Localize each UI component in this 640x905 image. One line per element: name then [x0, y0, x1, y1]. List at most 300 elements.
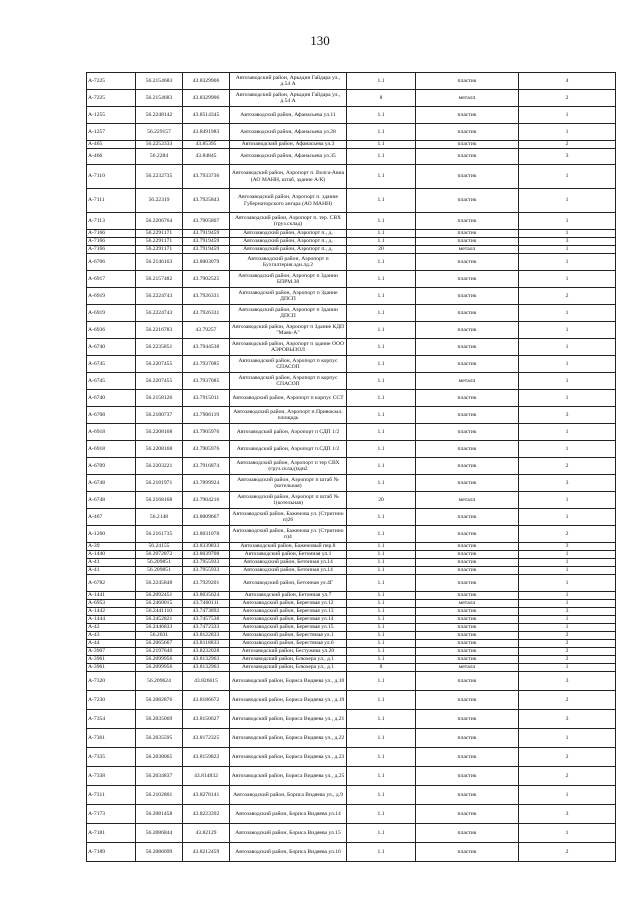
longitude-cell: 43.8118833	[183, 640, 230, 648]
longitude-cell: 43.8278141	[183, 786, 230, 805]
latitude-cell: 56.2291171	[136, 246, 183, 254]
volume-cell: 1.1	[347, 672, 416, 691]
object-code-cell: А-7166	[87, 238, 136, 246]
latitude-cell: 56.209851	[136, 559, 183, 567]
longitude-cell: 43.8150627	[183, 710, 230, 729]
count-cell: 1	[519, 246, 616, 254]
material-cell: пластик	[416, 648, 519, 656]
address-cell: Автозаводский район, Бориса Видяева ул., д.21	[230, 710, 347, 729]
address-cell: Автозаводский район, Аэропорт п. Волга-Авиа (АО МАНН, штаб, здание А/К)	[230, 165, 347, 189]
address-cell: Автозаводский район, Аэропорт п тер СВХ (груз.склад)здн2	[230, 458, 347, 475]
address-cell: Автозаводский район, Аэропорт п.Привокзал. площадь	[230, 407, 347, 424]
longitude-cell: 43.8003079	[183, 254, 230, 271]
material-cell: металл	[416, 373, 519, 390]
material-cell: пластик	[416, 141, 519, 149]
address-cell: Автозаводский район, Береговая ул.13	[230, 608, 347, 616]
longitude-cell: 43.7919459	[183, 230, 230, 238]
volume-cell: 1.1	[347, 551, 416, 559]
count-cell: 1	[519, 567, 616, 575]
object-code-cell: А-6919	[87, 288, 136, 305]
count-cell: 1	[519, 424, 616, 441]
table-row	[87, 567, 616, 575]
table-row	[87, 575, 616, 592]
address-cell: Автозаводский район, Бетонная ул.1	[230, 551, 347, 559]
count-cell: 1	[519, 189, 616, 213]
latitude-cell: 56.2245848	[136, 575, 183, 592]
count-cell: 3	[519, 608, 616, 616]
longitude-cell: 43.7460111	[183, 600, 230, 608]
longitude-cell: 43.7937085	[183, 373, 230, 390]
latitude-cell: 56.2154683	[136, 73, 183, 90]
object-code-cell: А-7166	[87, 230, 136, 238]
count-cell: 1	[519, 271, 616, 288]
count-cell: 1	[519, 230, 616, 238]
volume-cell: 1.1	[347, 509, 416, 526]
volume-cell: 8	[347, 664, 416, 672]
material-cell: пластик	[416, 339, 519, 356]
material-cell: пластик	[416, 656, 519, 664]
volume-cell: 1.1	[347, 559, 416, 567]
address-cell: Автозаводский район, Аэропорт п., д.	[230, 230, 347, 238]
material-cell: металл	[416, 492, 519, 509]
material-cell: пластик	[416, 543, 519, 551]
table-row	[87, 288, 616, 305]
longitude-cell: 43.7905976	[183, 424, 230, 441]
table-row	[87, 90, 616, 107]
material-cell: пластик	[416, 748, 519, 767]
material-cell: пластик	[416, 390, 519, 407]
address-cell: Автозаводский район, Бетонная ул.4Г	[230, 575, 347, 592]
longitude-cell: 43.8172325	[183, 729, 230, 748]
table-row	[87, 213, 616, 230]
address-cell: Автозаводский район, Береговая ул.14	[230, 616, 347, 624]
table-row	[87, 424, 616, 441]
longitude-cell: 43.7919459	[183, 246, 230, 254]
material-cell: пластик	[416, 107, 519, 124]
latitude-cell: 56.2207455	[136, 373, 183, 390]
longitude-cell: 43.8212459	[183, 843, 230, 862]
object-code-cell: А-6745	[87, 356, 136, 373]
latitude-cell: 56.24155	[136, 543, 183, 551]
address-cell: Автозаводский район, Аэропорт п корпус СПАСОП	[230, 373, 347, 390]
latitude-cell: 56.2284	[136, 149, 183, 165]
object-code-cell: А-1442	[87, 608, 136, 616]
material-cell: металл	[416, 600, 519, 608]
object-code-cell: А-6917	[87, 271, 136, 288]
latitude-cell: 56.2248142	[136, 107, 183, 124]
longitude-cell: 43.8132963	[183, 656, 230, 664]
count-cell: 2	[519, 748, 616, 767]
material-cell: пластик	[416, 824, 519, 843]
count-cell: 1	[519, 390, 616, 407]
latitude-cell: 56.2224743	[136, 305, 183, 322]
latitude-cell: 56.2035069	[136, 710, 183, 729]
volume-cell: 1.1	[347, 656, 416, 664]
table-row	[87, 492, 616, 509]
material-cell: пластик	[416, 407, 519, 424]
object-code-cell: А-6708	[87, 407, 136, 424]
address-cell: Автозаводский район, Аэропорт п. здание Губернаторского ангара (АО МАНН)	[230, 189, 347, 213]
latitude-cell: 56.2181971	[136, 475, 183, 492]
material-cell: пластик	[416, 567, 519, 575]
volume-cell: 1.1	[347, 149, 416, 165]
object-code-cell: А-1440	[87, 551, 136, 559]
table-row	[87, 786, 616, 805]
volume-cell: 1.1	[347, 567, 416, 575]
volume-cell: 1.1	[347, 124, 416, 141]
address-cell: Автозаводский район, Баженова ул. (Стригино п)4	[230, 526, 347, 543]
table-row	[87, 805, 616, 824]
material-cell: пластик	[416, 672, 519, 691]
volume-cell: 1.1	[347, 107, 416, 124]
address-cell: Автозаводский район, Берестяная ул.1	[230, 632, 347, 640]
longitude-cell: 43.7925843	[183, 189, 230, 213]
address-cell: Автозаводский район, Аэропорт п СДП 1/2	[230, 424, 347, 441]
object-code-cell: А-7230	[87, 691, 136, 710]
material-cell: пластик	[416, 149, 519, 165]
object-code-cell: А-6706	[87, 254, 136, 271]
longitude-cell: 43.8232028	[183, 648, 230, 656]
longitude-cell: 43.7955933	[183, 567, 230, 575]
object-code-cell: А-1255	[87, 107, 136, 124]
longitude-cell: 43.7929201	[183, 575, 230, 592]
count-cell: 2	[519, 767, 616, 786]
count-cell: 1	[519, 165, 616, 189]
volume-cell: 1.1	[347, 624, 416, 632]
object-code-cell: А-39	[87, 543, 136, 551]
material-cell: пластик	[416, 632, 519, 640]
count-cell: 3	[519, 407, 616, 424]
material-cell: пластик	[416, 559, 519, 567]
longitude-cell: 43.826615	[183, 672, 230, 691]
count-cell: 1	[519, 559, 616, 567]
table-row	[87, 230, 616, 238]
count-cell: 1	[519, 592, 616, 600]
object-code-cell: А-7166	[87, 246, 136, 254]
count-cell: 1	[519, 124, 616, 141]
object-code-cell: А-42	[87, 624, 136, 632]
address-cell: Автозаводский район, Бетонная ул.14	[230, 559, 347, 567]
volume-cell: 1.1	[347, 729, 416, 748]
material-cell: металл	[416, 246, 519, 254]
address-cell: Автозаводский район, Аэропорт п., д.	[230, 246, 347, 254]
table-row	[87, 407, 616, 424]
material-cell: пластик	[416, 575, 519, 592]
count-cell: 1	[519, 664, 616, 672]
longitude-cell: 43.8132963	[183, 664, 230, 672]
table-row	[87, 246, 616, 254]
count-cell: 1	[519, 616, 616, 624]
address-cell: Автозаводский район, Баженова ул. (Стригино п)26	[230, 509, 347, 526]
count-cell: 3	[519, 710, 616, 729]
table-row	[87, 441, 616, 458]
longitude-cell: 43.8329906	[183, 90, 230, 107]
object-code-cell: А-7225	[87, 73, 136, 90]
count-cell: 1	[519, 339, 616, 356]
material-cell: пластик	[416, 624, 519, 632]
table-row	[87, 189, 616, 213]
count-cell: 2	[519, 691, 616, 710]
volume-cell: 1.1	[347, 600, 416, 608]
latitude-cell: 56.2224743	[136, 288, 183, 305]
volume-cell: 1.1	[347, 254, 416, 271]
object-code-cell: А-1441	[87, 592, 136, 600]
longitude-cell: 43.8186672	[183, 691, 230, 710]
latitude-cell: 56.2099956	[136, 656, 183, 664]
volume-cell: 1.1	[347, 305, 416, 322]
object-code-cell: А-6918	[87, 441, 136, 458]
longitude-cell: 43.79257	[183, 322, 230, 339]
table-row	[87, 73, 616, 90]
longitude-cell: 43.8031078	[183, 526, 230, 543]
address-cell: Автозаводский район, Бетонная ул.7	[230, 592, 347, 600]
longitude-cell: 43.7906119	[183, 407, 230, 424]
latitude-cell: 56.2038065	[136, 748, 183, 767]
registry-table	[86, 72, 616, 862]
material-cell: пластик	[416, 288, 519, 305]
latitude-cell: 56.2065667	[136, 640, 183, 648]
object-code-cell: А-6748	[87, 475, 136, 492]
count-cell: 1	[519, 624, 616, 632]
longitude-cell: 43.7905807	[183, 213, 230, 230]
address-cell: Автозаводский район, Афанасьева ул.11	[230, 107, 347, 124]
longitude-cell: 43.7473892	[183, 608, 230, 616]
latitude-cell: 56.2035595	[136, 729, 183, 748]
count-cell: 1	[519, 305, 616, 322]
volume-cell: 1.1	[347, 238, 416, 246]
longitude-cell: 43.8039708	[183, 551, 230, 559]
count-cell: 1	[519, 492, 616, 509]
object-code-cell: А-6709	[87, 458, 136, 475]
object-code-cell: А-467	[87, 509, 136, 526]
volume-cell: 1.1	[347, 475, 416, 492]
latitude-cell: 56.22319	[136, 189, 183, 213]
latitude-cell: 56.2180737	[136, 407, 183, 424]
latitude-cell: 56.229157	[136, 124, 183, 141]
longitude-cell: 43.7899924	[183, 475, 230, 492]
volume-cell: 1.1	[347, 824, 416, 843]
object-code-cell: А-6748	[87, 492, 136, 509]
object-code-cell: А-7335	[87, 748, 136, 767]
object-code-cell: А-1260	[87, 526, 136, 543]
material-cell: пластик	[416, 509, 519, 526]
count-cell: 2	[519, 648, 616, 656]
material-cell: пластик	[416, 238, 519, 246]
longitude-cell: 43.8009667	[183, 509, 230, 526]
count-cell: 1	[519, 373, 616, 390]
count-cell: 1	[519, 600, 616, 608]
material-cell: пластик	[416, 608, 519, 616]
address-cell: Автозаводский район, Бориса Видяева ул., д.22	[230, 729, 347, 748]
material-cell: пластик	[416, 640, 519, 648]
count-cell: 1	[519, 254, 616, 271]
object-code-cell: А-6936	[87, 322, 136, 339]
material-cell: пластик	[416, 805, 519, 824]
volume-cell: 1.1	[347, 271, 416, 288]
object-code-cell: А-6740	[87, 339, 136, 356]
table-row	[87, 543, 616, 551]
volume-cell: 1.1	[347, 288, 416, 305]
table-row	[87, 373, 616, 390]
latitude-cell: 56.2157482	[136, 271, 183, 288]
table-row	[87, 124, 616, 141]
count-cell: 2	[519, 141, 616, 149]
table-row	[87, 305, 616, 322]
latitude-cell: 56.2102801	[136, 786, 183, 805]
table-row	[87, 710, 616, 729]
count-cell: 3	[519, 149, 616, 165]
latitude-cell: 56.2446833	[136, 624, 183, 632]
longitude-cell: 43.7937085	[183, 356, 230, 373]
latitude-cell: 56.2146163	[136, 254, 183, 271]
address-cell: Автозаводский район, Баженовый пер.8	[230, 543, 347, 551]
volume-cell: 1.1	[347, 213, 416, 230]
object-code-cell: А-7110	[87, 165, 136, 189]
longitude-cell: 43.8491983	[183, 124, 230, 141]
address-cell: Автозаводский район, Береговая ул.12	[230, 600, 347, 608]
object-code-cell: А-466	[87, 149, 136, 165]
address-cell: Автозаводский район, Аэропорт п., д.	[230, 238, 347, 246]
object-code-cell: А-6918	[87, 424, 136, 441]
volume-cell: 1.1	[347, 322, 416, 339]
address-cell: Автозаводский район, Аэропорт п Здании БПРМ.38	[230, 271, 347, 288]
address-cell: Автозаводский район, Аэропорт п.СДП 1/2	[230, 441, 347, 458]
object-code-cell: А-1444	[87, 616, 136, 624]
longitude-cell: 43.7926331	[183, 305, 230, 322]
longitude-cell: 43.7919459	[183, 238, 230, 246]
table-row	[87, 616, 616, 624]
material-cell: пластик	[416, 691, 519, 710]
count-cell: 2	[519, 288, 616, 305]
object-code-cell: А-1257	[87, 124, 136, 141]
count-cell: 1	[519, 322, 616, 339]
volume-cell: 1.1	[347, 189, 416, 213]
volume-cell: 1.1	[347, 543, 416, 551]
material-cell: пластик	[416, 165, 519, 189]
material-cell: пластик	[416, 767, 519, 786]
count-cell: 3	[519, 543, 616, 551]
material-cell: пластик	[416, 475, 519, 492]
latitude-cell: 56.2441110	[136, 608, 183, 616]
count-cell: 1	[519, 575, 616, 592]
latitude-cell: 56.2099956	[136, 664, 183, 672]
latitude-cell: 56.2291171	[136, 238, 183, 246]
longitude-cell: 43.7457538	[183, 616, 230, 624]
table-row	[87, 149, 616, 165]
volume-cell: 1.1	[347, 843, 416, 862]
table-row	[87, 390, 616, 407]
material-cell: пластик	[416, 729, 519, 748]
object-code-cell: А-3961	[87, 664, 136, 672]
latitude-cell: 56.2208168	[136, 441, 183, 458]
address-cell: Автозаводский район, Аэропорт п штаб № (котельная)	[230, 475, 347, 492]
table-row	[87, 600, 616, 608]
object-code-cell: А-6740	[87, 390, 136, 407]
longitude-cell: 43.7955933	[183, 559, 230, 567]
longitude-cell: 43.8159822	[183, 748, 230, 767]
latitude-cell: 56.2081458	[136, 805, 183, 824]
latitude-cell: 56.2161735	[136, 526, 183, 543]
material-cell: пластик	[416, 124, 519, 141]
longitude-cell: 43.7933736	[183, 165, 230, 189]
volume-cell: 1.1	[347, 356, 416, 373]
address-cell: Автозаводский район, Афанасьева ул.35	[230, 149, 347, 165]
page-number: 130	[310, 33, 330, 48]
object-code-cell: А-6782	[87, 575, 136, 592]
object-code-cell: А-7338	[87, 767, 136, 786]
volume-cell: 1.1	[347, 616, 416, 624]
latitude-cell: 56.2208168	[136, 424, 183, 441]
material-cell: пластик	[416, 305, 519, 322]
count-cell: 2	[519, 90, 616, 107]
count-cell: 1	[519, 786, 616, 805]
volume-cell: 1.1	[347, 390, 416, 407]
address-cell: Автозаводский район, Афанасьева ул.28	[230, 124, 347, 141]
latitude-cell: 56.2232735	[136, 165, 183, 189]
address-cell: Автозаводский район, Аэропорт п. тер. СВХ (груз.склад)	[230, 213, 347, 230]
table-row	[87, 691, 616, 710]
table-row	[87, 238, 616, 246]
material-cell: пластик	[416, 710, 519, 729]
address-cell: Автозаводский район, Бестужева ул.20	[230, 648, 347, 656]
count-cell: 2	[519, 632, 616, 640]
object-code-cell: А-43	[87, 632, 136, 640]
table-row	[87, 767, 616, 786]
latitude-cell: 56.2082876	[136, 691, 183, 710]
table-row	[87, 748, 616, 767]
table-row	[87, 271, 616, 288]
longitude-cell: 43.7916874	[183, 458, 230, 475]
address-cell: Автозаводский район, Аэропорт п здание ООО АЭРОВЫЗОЛ	[230, 339, 347, 356]
material-cell: пластик	[416, 458, 519, 475]
table-row	[87, 632, 616, 640]
longitude-cell: 43.8339833	[183, 543, 230, 551]
volume-cell: 1.1	[347, 608, 416, 616]
latitude-cell: 56.2034837	[136, 767, 183, 786]
material-cell: пластик	[416, 843, 519, 862]
count-cell: 3	[519, 475, 616, 492]
volume-cell: 1.1	[347, 640, 416, 648]
latitude-cell: 56.2235851	[136, 339, 183, 356]
volume-cell: 1.1	[347, 373, 416, 390]
volume-cell: 1.1	[347, 526, 416, 543]
count-cell: 3	[519, 238, 616, 246]
material-cell: пластик	[416, 526, 519, 543]
count-cell: 2	[519, 458, 616, 475]
longitude-cell: 43.8329906	[183, 73, 230, 90]
latitude-cell: 56.2203221	[136, 458, 183, 475]
table-row	[87, 356, 616, 373]
longitude-cell: 43.7472333	[183, 624, 230, 632]
material-cell: металл	[416, 90, 519, 107]
latitude-cell: 56.2207455	[136, 356, 183, 373]
address-cell: Автозаводский район, Аэропорт п корпус ССТ	[230, 390, 347, 407]
object-code-cell: А-44	[87, 640, 136, 648]
table-row	[87, 322, 616, 339]
address-cell: Автозаводский район, Аркадия Гайдара ул., д.54 А	[230, 90, 347, 107]
object-code-cell: А-7173	[87, 805, 136, 824]
longitude-cell: 43.814832	[183, 767, 230, 786]
latitude-cell: 56.2086699	[136, 843, 183, 862]
volume-cell: 1.1	[347, 441, 416, 458]
count-cell: 1	[519, 729, 616, 748]
object-code-cell: А-7113	[87, 213, 136, 230]
volume-cell: 1.1	[347, 767, 416, 786]
address-cell: Автозаводский район, Бориса Видяева ул., д.19	[230, 691, 347, 710]
table-row	[87, 526, 616, 543]
latitude-cell: 56.2216783	[136, 322, 183, 339]
address-cell: Автозаводский район, Блюхера ул., д.1	[230, 664, 347, 672]
